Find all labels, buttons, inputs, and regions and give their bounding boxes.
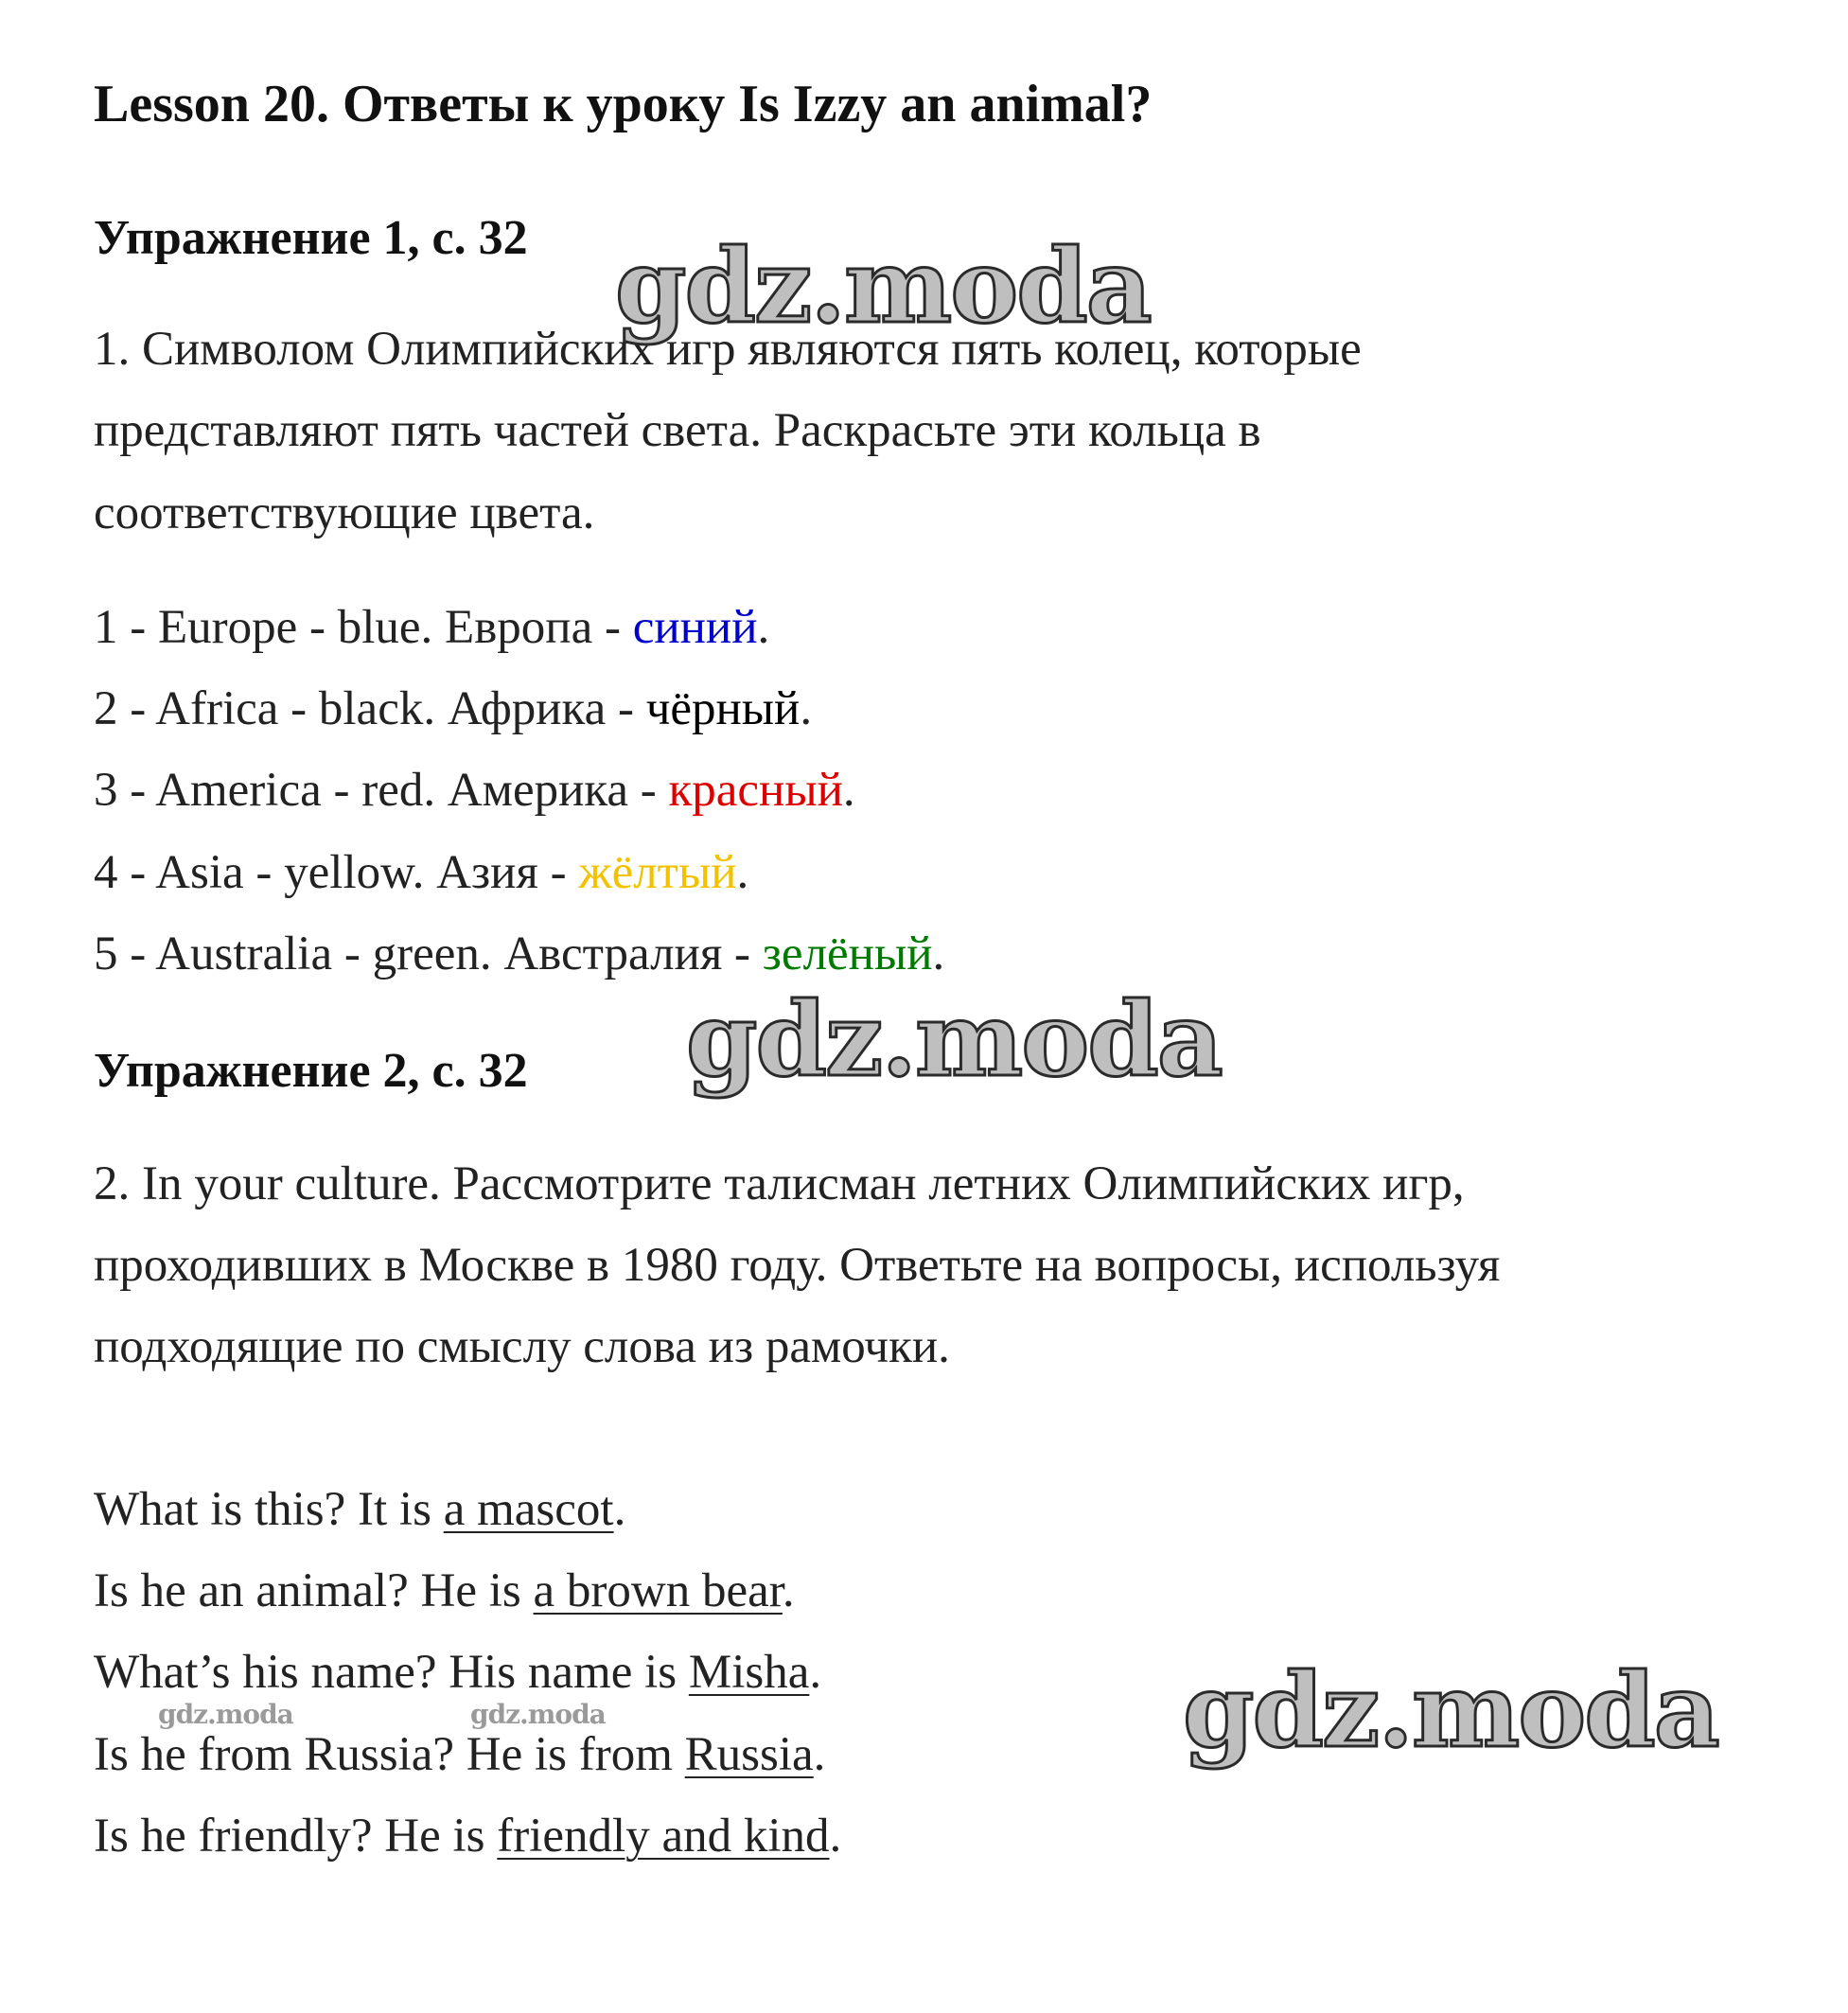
exercise-2-instruction-line-2: проходивших в Москве в 1980 году. Ответьте на вопросы, используя bbox=[94, 1239, 1501, 1292]
exercise-2-answer: Is he from Russia? He is from Russia. bbox=[94, 1728, 826, 1781]
exercise-1-answer: 5 - Australia - green. Австралия - зелёный. bbox=[94, 927, 945, 980]
exercise-2-instruction-line-3: подходящие по смыслу слова из рамочки. bbox=[94, 1320, 950, 1373]
watermark-logo: gdz.moda bbox=[1183, 1651, 1718, 1771]
exercise-1-answer: 3 - America - red. Америка - красный. bbox=[94, 764, 855, 817]
answer-word: Misha bbox=[688, 1646, 810, 1699]
answer-word: Russia bbox=[684, 1728, 814, 1781]
exercise-1-answer: 1 - Europe - blue. Европа - синий. bbox=[94, 601, 770, 654]
exercise-1-instruction-line-1: 1. Символом Олимпийских игр являются пять колец, которые bbox=[94, 323, 1362, 376]
exercise-2-answer: Is he an animal? He is a brown bear. bbox=[94, 1564, 795, 1617]
answer-word: a brown bear bbox=[533, 1564, 783, 1617]
exercise-1-answer: 4 - Asia - yellow. Азия - жёлтый. bbox=[94, 846, 749, 899]
answer-word: friendly and kind bbox=[497, 1810, 830, 1863]
color-word: синий bbox=[632, 601, 758, 654]
exercise-2-answer: Is he friendly? He is friendly and kind. bbox=[94, 1810, 842, 1863]
exercise-1-instruction-line-3: соответствующие цвета. bbox=[94, 486, 595, 539]
exercise-1-answer: 2 - Africa - black. Африка - чёрный. bbox=[94, 682, 813, 735]
watermark-logo: gdz.moda bbox=[615, 227, 1151, 346]
exercise-2-instruction-line-1: 2. In your culture. Рассмотрите талисман летних Олимпийских игр, bbox=[94, 1157, 1465, 1210]
color-word: зелёный bbox=[762, 927, 933, 980]
page-title: Lesson 20. Ответы к уроку Is Izzy an animal? bbox=[94, 75, 1153, 133]
color-word: жёлтый bbox=[578, 846, 737, 899]
exercise-1-instruction-line-2: представляют пять частей света. Раскрасьте эти кольца в bbox=[94, 404, 1261, 457]
color-word: красный bbox=[668, 764, 843, 817]
watermark-small: gdz.moda bbox=[470, 1699, 606, 1730]
exercise-2-answer: What’s his name? His name is Misha. bbox=[94, 1646, 822, 1699]
exercise-2-answer: What is this? It is a mascot. bbox=[94, 1483, 626, 1536]
exercise-1-heading: Упражнение 1, с. 32 bbox=[94, 211, 528, 265]
answer-word: a mascot bbox=[443, 1483, 614, 1536]
watermark-small: gdz.moda bbox=[158, 1699, 293, 1730]
watermark-logo: gdz.moda bbox=[686, 980, 1222, 1100]
color-word: чёрный bbox=[645, 682, 801, 735]
exercise-2-heading: Упражнение 2, с. 32 bbox=[94, 1044, 528, 1098]
